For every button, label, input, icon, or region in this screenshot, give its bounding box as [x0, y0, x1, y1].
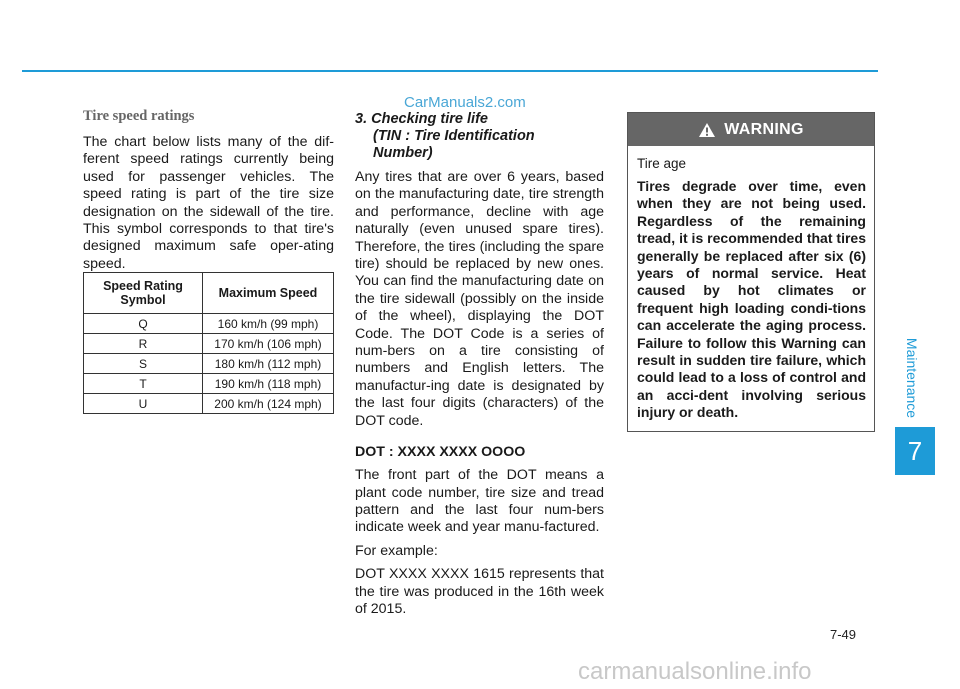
table-row — [84, 374, 334, 394]
tire-life-paragraph-4: DOT XXXX XXXX 1615 represents that the tire was produced in the 16th week of 2015. — [355, 566, 604, 617]
warning-triangle-icon — [698, 122, 716, 138]
tire-speed-section — [83, 108, 334, 279]
page-number: 7-49 — [830, 627, 857, 642]
chapter-number-tab[interactable]: 7 — [895, 427, 935, 475]
header-max-speed: Maximum Speed — [203, 273, 334, 314]
heading-line-3: Number) — [373, 145, 433, 161]
warning-box — [627, 112, 875, 432]
symbol-cell: T — [84, 374, 203, 394]
symbol-cell: U — [84, 394, 203, 414]
table-header-row — [84, 273, 334, 314]
table-row — [84, 354, 334, 374]
warning-label: WARNING — [724, 120, 804, 138]
symbol-cell: Q — [84, 314, 203, 334]
heading-line-1: 3. Checking tire life — [355, 111, 488, 127]
tire-life-paragraph-2: The front part of the DOT means a plant code number, tire size and tread pattern and the last four num-bers indicate week and year manu-factured. — [355, 467, 604, 536]
header-symbol: Speed Rating Symbol — [84, 273, 203, 314]
section-heading: Tire speed ratings — [83, 108, 195, 124]
tire-life-paragraph-1: Any tires that are over 6 years, based on the manufacturing date, tire strength and performance, decline with age naturally (even unused spare tires). Therefore, the tires (including the spare tire) should be replaced by new ones. You can find the manufacturing date on the tire sidewall (possibly on the inside of the wheel), displaying the DOT Code. The DOT Code is a series of num-bers on a tire consisting of numbers and English letters. The manufactur-ing date is designated by the last four digits (characters) of the DOT code. — [355, 169, 604, 429]
section-paragraph: The chart below lists many of the dif-ferent speed ratings currently being used for passenger vehicles. The speed rating is part of the tire size designation on the sidewall of the tire. This symbol corresponds to that tire's designed maximum safe oper-ating speed. — [83, 134, 334, 272]
speed-cell: 160 km/h (99 mph) — [203, 314, 334, 334]
speed-cell: 170 km/h (106 mph) — [203, 334, 334, 354]
warning-text: Tires degrade over time, even when they are not being used. Regardless of the remaining tread, it is recommended that tires generally be replaced after six (6) years of normal service. Heat caused by hot climates or frequent high loading condi-tions can accelerate the aging process. Failure to follow this Warning can result in sudden tire failure, which could lead to a loss of control and an acci-dent involving serious injury or death. — [637, 178, 866, 421]
watermark-bottom[interactable]: carmanualsonline.info — [578, 658, 812, 685]
warning-title: Tire age — [637, 156, 687, 171]
speed-cell: 200 km/h (124 mph) — [203, 394, 334, 414]
table-row — [84, 394, 334, 414]
symbol-cell: S — [84, 354, 203, 374]
heading-line-2: (TIN : Tire Identification — [373, 128, 535, 144]
tire-life-section — [355, 111, 604, 624]
warning-header — [628, 113, 874, 146]
symbol-cell: R — [84, 334, 203, 354]
chapter-side-label — [900, 337, 921, 420]
speed-cell: 180 km/h (112 mph) — [203, 354, 334, 374]
table-row — [84, 314, 334, 334]
chapter-name: Maintenance — [904, 337, 921, 419]
speed-rating-table — [83, 272, 334, 414]
tire-life-heading — [355, 111, 604, 162]
header-rule — [22, 70, 878, 72]
table-row — [84, 334, 334, 354]
tire-life-paragraph-3: For example: — [355, 542, 438, 559]
watermark-top[interactable]: CarManuals2.com — [404, 94, 526, 111]
dot-code-label: DOT : XXXX XXXX OOOO — [355, 444, 526, 461]
speed-cell: 190 km/h (118 mph) — [203, 374, 334, 394]
